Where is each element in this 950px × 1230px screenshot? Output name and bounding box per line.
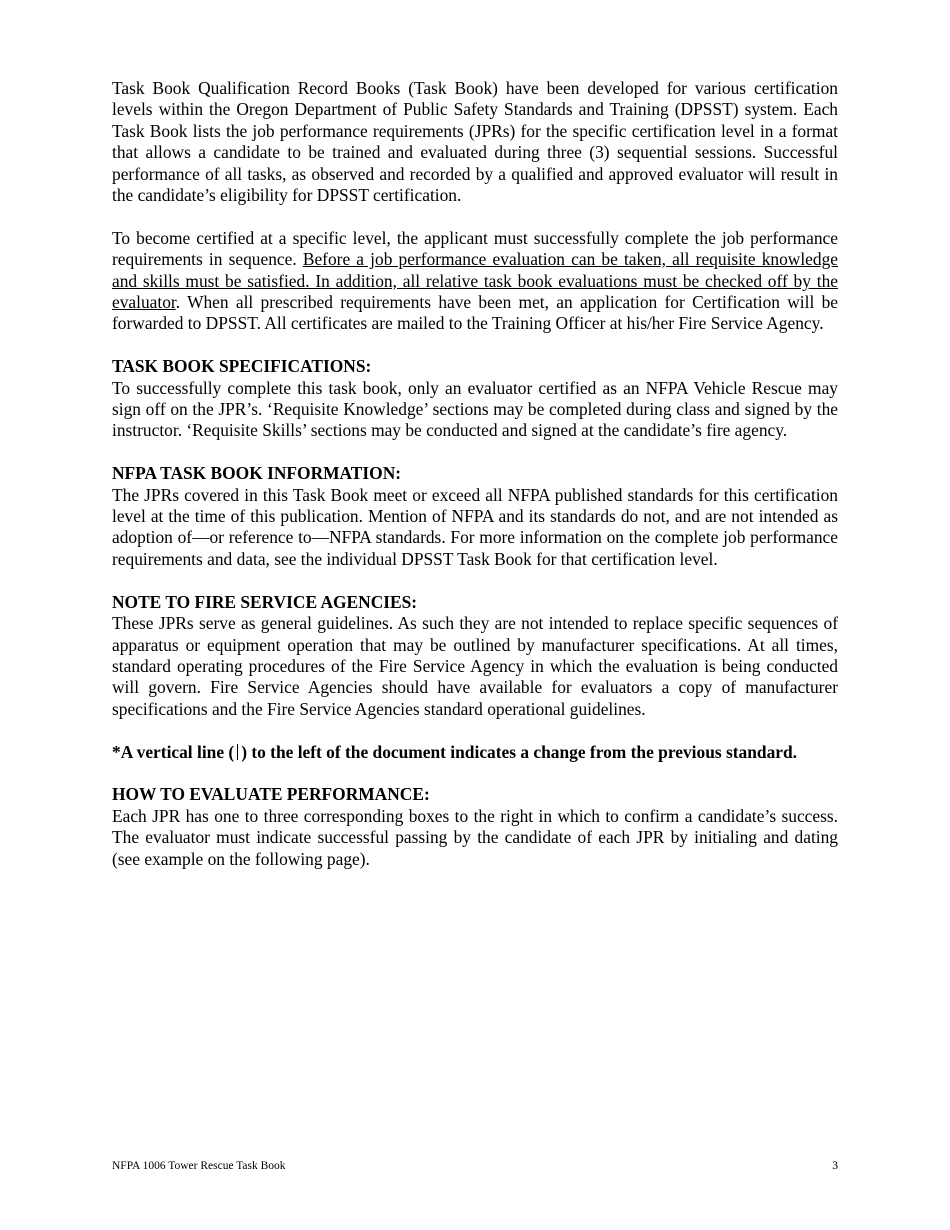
change-notice <box>112 742 838 763</box>
footer-title: NFPA 1006 Tower Rescue Task Book <box>112 1160 286 1172</box>
intro-paragraph-1: Task Book Qualification Record Books (Task Book) have been developed for various certification levels within the Oregon Department of Public Safety Standards and Training (DPSST) system. Each Task Book lists the job performance requirements (JPRs) for the specific certification level in a format that allows a candidate to be trained and evaluated during three (3) sequential sessions. Successful performance of all tasks, as observed and recorded by a qualified and approved evaluator will result in the candidate’s eligibility for DPSST certification. <box>112 78 838 206</box>
vertical-line-icon <box>237 744 238 760</box>
intro-p2-end: . When all prescribed requirements have been met, an application for Certification will be forwarded to DPSST. All certificates are mailed to the Training Officer at his/her Fire Service Agency. <box>112 292 838 334</box>
change-notice-before: *A vertical line ( <box>112 741 235 762</box>
note-heading: NOTE TO FIRE SERVICE AGENCIES: <box>112 591 418 612</box>
nfpa-heading: NFPA TASK BOOK INFORMATION: <box>112 463 402 484</box>
specs-heading: TASK BOOK SPECIFICATIONS: <box>112 356 372 377</box>
evaluate-body: Each JPR has one to three corresponding boxes to the right in which to confirm a candidate’s success. The evaluator must indicate successful passing by the candidate of each JPR by initialing and dating (see example on the following page). <box>112 805 838 869</box>
intro-p2-start: To become certified at a specific level, the applicant must successfully complete the job performance requirements in sequence. <box>112 227 838 270</box>
nfpa-body: The JPRs covered in this Task Book meet or exceed all NFPA published standards for this certification level at the time of this publication. Mention of NFPA and its standards do not, and are not intended as adoption of—or reference to—NFPA standards. For more information on the complete job performance requirements and data, see the individual DPSST Task Book for that certification level. <box>112 484 838 569</box>
page-footer <box>112 1160 838 1172</box>
intro-paragraph-2 <box>112 228 838 335</box>
page-number: 3 <box>832 1160 838 1172</box>
evaluate-heading: HOW TO EVALUATE PERFORMANCE: <box>112 784 430 805</box>
note-body: These JPRs serve as general guidelines. As such they are not intended to replace specific sequences of apparatus or equipment operation that may be outlined by manufacturer specifications. At all times, standard operating procedures of the Fire Service Agency in which the evaluation is being conducted will govern. Fire Service Agencies should have available for evaluators a copy of manufacturer specifications and the Fire Service Agencies standard operational guidelines. <box>112 613 838 719</box>
document-body <box>112 78 838 870</box>
specs-body: To successfully complete this task book, only an evaluator certified as an NFPA Vehicle Rescue may sign off on the JPR’s. ‘Requisite Knowledge’ sections may be completed during class and signed by the instructor. ‘Requisite Skills’ sections may be conducted and signed at the candidate’s fire agency. <box>112 377 838 441</box>
intro-p2-underlined: Before a job performance evaluation can be taken, all requisite knowledge and skills must be satisfied. In addition, all relative task book evaluations must be checked off by the evaluator <box>112 249 838 313</box>
change-notice-after: ) to the left of the document indicates a change from the previous standard. <box>241 741 798 762</box>
